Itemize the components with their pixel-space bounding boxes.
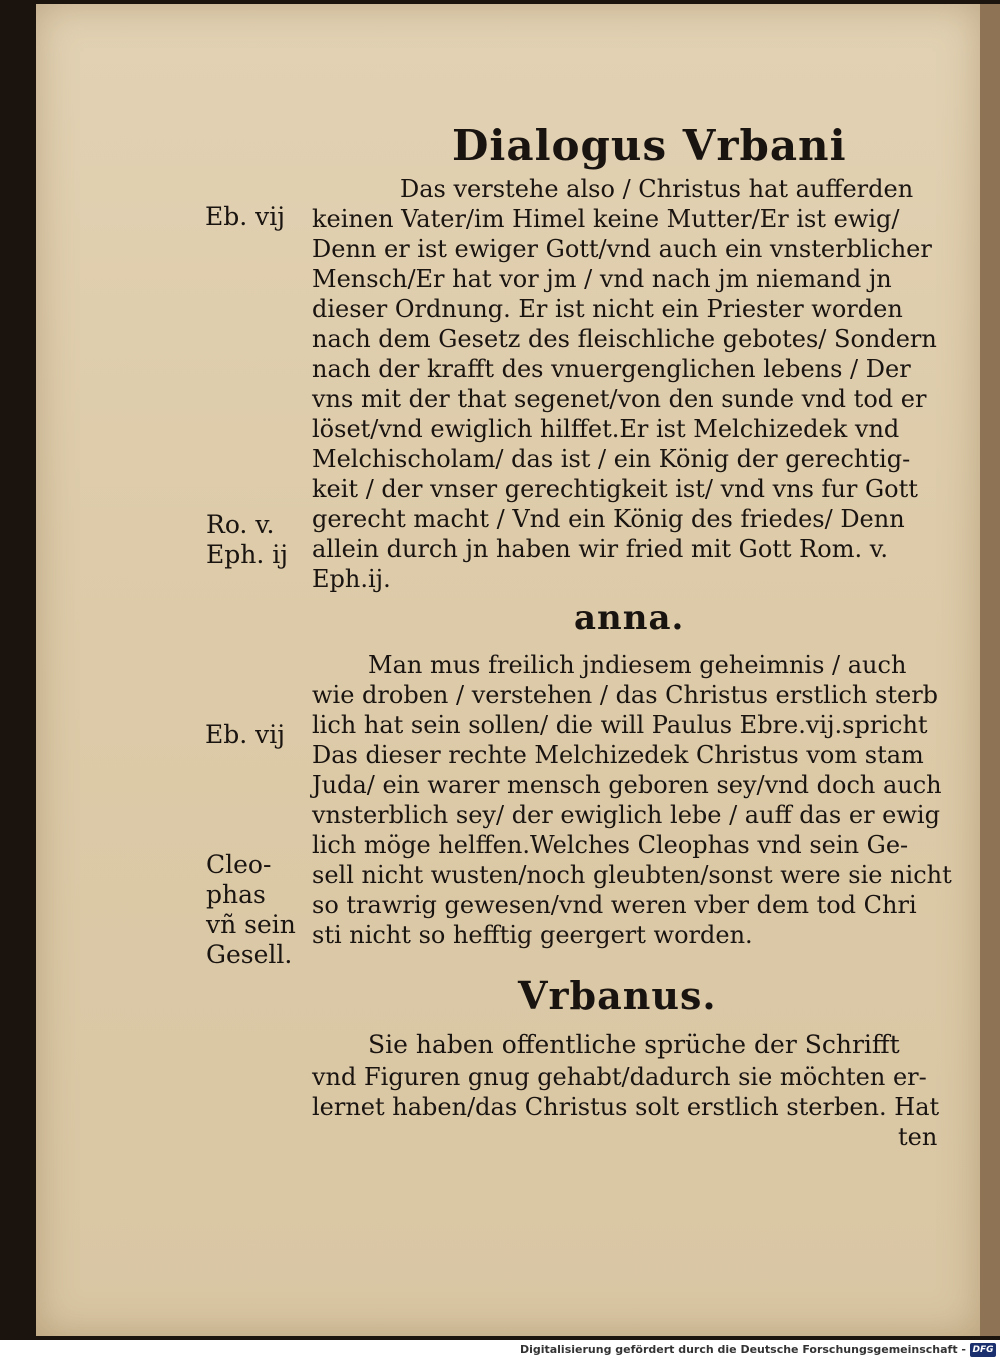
margin-note-cleophas: Gesell. [206,940,293,969]
speaker-heading-urbanus: Vrbanus. [518,973,717,1018]
margin-note-ebr: Eb. vij [205,720,286,749]
body-line: nach der krafft des vnuergenglichen lebens / Der [312,355,911,383]
body-line: Mensch/Er hat vor jm / vnd nach jm niemand jn [312,265,892,293]
body-line: sell nicht wusten/noch gleubten/sonst were sie nicht [312,861,952,889]
margin-note-eph: Eph. ij [206,540,288,569]
body-line: keit / der vnser gerechtigkeit ist/ vnd vns fur Gott [312,475,918,503]
body-line: lich hat sein sollen/ die will Paulus Ebre.vij.spricht [312,711,928,739]
footer-credit: Digitalisierung gefördert durch die Deutsche Forschungsgemeinschaft - [519,1343,966,1356]
body-line: vnd Figuren gnug gehabt/dadurch sie möchten er- [312,1063,927,1091]
margin-note-cleophas: phas [206,880,266,909]
body-line: Juda/ ein warer mensch geboren sey/vnd doch auch [312,771,942,799]
footer-bar [0,1340,1000,1361]
body-line: Melchischolam/ das ist / ein König der gerechtig- [312,445,911,473]
body-line: sti nicht so hefftig geergert worden. [312,921,753,949]
body-line: Denn er ist ewiger Gott/vnd auch ein vnsterblicher [312,235,932,263]
page-header: Dialogus Vrbani [452,121,847,170]
body-line: Eph.ij. [312,565,391,593]
body-line: gerecht macht / Vnd ein König des friedes/ Denn [312,505,905,533]
body-line: allein durch jn haben wir fried mit Gott Rom. v. [312,535,889,563]
body-line: lich möge helffen.Welches Cleophas vnd sein Ge- [312,831,909,859]
body-line: Man mus freilich jndiesem geheimnis / auch [368,651,907,679]
body-line: dieser Ordnung. Er ist nicht ein Priester worden [312,295,903,323]
body-line: keinen Vater/im Himel keine Mutter/Er ist ewig/ [312,205,900,233]
body-line: nach dem Gesetz des fleischliche gebotes/ Sondern [312,325,937,353]
dfg-logo-icon: DFG [970,1343,996,1357]
body-line: Sie haben offentliche sprüche der Schrifft [368,1030,900,1059]
body-line: löset/vnd ewiglich hilffet.Er ist Melchizedek vnd [312,415,900,443]
body-line: lernet haben/das Christus solt erstlich sterben. Hat [312,1093,940,1121]
body-line: Das verstehe also / Christus hat aufferden [400,175,914,203]
body-line: wie droben / verstehen / das Christus erstlich sterb [312,681,939,709]
catchword: ten [898,1123,938,1151]
margin-note-cleophas: Cleo- [206,850,272,879]
body-line: vns mit der that segenet/von den sunde vnd tod er [312,385,927,413]
page-edge [980,4,1000,1336]
body-line: so trawrig gewesen/vnd weren vber dem tod Chri [312,891,917,919]
body-line: vnsterblich sey/ der ewiglich lebe / auff das er ewig [312,801,940,829]
margin-note-cleophas: vñ sein [206,910,296,939]
margin-note-rom: Ro. v. [206,510,275,539]
speaker-heading-anna: anna. [574,598,685,638]
margin-note-ebr: Eb. vij [205,202,286,231]
body-line: Das dieser rechte Melchizedek Christus vom stam [312,741,924,769]
